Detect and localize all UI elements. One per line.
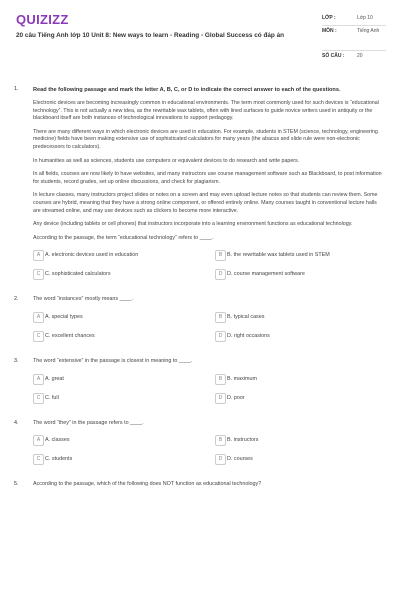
quizizz-logo[interactable]: QUIZIZZ <box>16 12 69 27</box>
answer-option-b[interactable] <box>215 312 385 322</box>
question-1 <box>14 86 386 279</box>
option-text: B. the rewritable wax tablets used in STEM <box>227 252 330 259</box>
option-text: A. classes <box>45 437 70 444</box>
answer-option-a[interactable] <box>33 374 215 384</box>
option-text: B. instructors <box>227 437 259 444</box>
meta-row-class <box>322 13 386 25</box>
option-letter-box: A <box>33 250 44 261</box>
option-letter-box: D <box>215 269 226 280</box>
option-text: C. sophisticated calculators <box>45 271 111 278</box>
answer-option-a[interactable] <box>33 435 215 445</box>
meta-value: Tiếng Anh <box>357 28 380 34</box>
answer-option-a[interactable] <box>33 312 215 322</box>
question-5 <box>14 481 386 489</box>
question-stem: The word “extensive” in the passage is closest in meaning to ____. <box>33 357 193 364</box>
option-letter-box: C <box>33 331 44 342</box>
option-letter-box: D <box>215 393 226 404</box>
option-text: A. great <box>45 375 64 382</box>
question-4 <box>14 420 386 465</box>
passage-paragraph: Electronic devices are becoming increasingly common in educational environments. The term most commonly used for such devices is “educational technology”. This is not actually a new idea, as the rewritable wax tablets, often with lined surfaces to guide novice writers used in antiquity or the blackboard itself are both instances of technological innovations to support pedagogy. <box>33 100 379 122</box>
option-text: D. courses <box>227 456 253 463</box>
answer-option-d[interactable] <box>215 331 385 341</box>
question-list <box>14 86 386 497</box>
question-number: 3. <box>14 357 19 364</box>
answer-option-b[interactable] <box>215 435 385 445</box>
option-text: B. maximum <box>227 375 257 382</box>
meta-key: LỚP : <box>322 15 336 21</box>
answer-option-c[interactable] <box>33 393 215 403</box>
question-number: 5. <box>14 481 19 488</box>
option-text: A. electronic devices used in education <box>45 252 139 259</box>
passage-paragraph: Any device (including tablets or cell phones) that instructors incorporate into a learning environment functions as educational technology. <box>33 221 353 228</box>
option-letter-box: C <box>33 454 44 465</box>
option-text: D. poor <box>227 394 245 401</box>
question-number: 1. <box>14 86 19 92</box>
answer-option-d[interactable] <box>215 269 385 279</box>
option-letter-box: A <box>33 312 44 323</box>
option-text: C. students <box>45 456 73 463</box>
option-letter-box: C <box>33 393 44 404</box>
document-title: 20 câu Tiếng Anh lớp 10 Unit 8: New ways to learn - Reading - Global Success có đáp án <box>16 32 285 39</box>
answer-option-c[interactable] <box>33 454 215 464</box>
option-letter-box: B <box>215 250 226 261</box>
meta-row-subject <box>322 26 386 50</box>
meta-key: MÔN : <box>322 28 337 34</box>
passage-paragraph: In humanities as well as sciences, students use computers or equivalent devices to do research and write papers. <box>33 157 300 164</box>
passage-paragraph: In all fields, courses are now likely to have websites, and many instructors use course management software such as Blackboard, to post information for students, record grades, set up online discussions, and check for plagiarism. <box>33 171 382 185</box>
option-text: C. excellent chances <box>45 332 95 339</box>
question-number: 4. <box>14 419 19 426</box>
option-text: D. course management software <box>227 271 305 278</box>
option-text: B. typical cases <box>227 313 265 320</box>
option-letter-box: B <box>215 374 226 385</box>
meta-panel <box>322 13 386 63</box>
question-instruction: Read the following passage and mark the letter A, B, C, or D to indicate the correct answer to each of the questions. <box>33 87 341 93</box>
question-stem: The word “instances” mostly means ____. <box>33 296 134 303</box>
question-number: 2. <box>14 296 19 303</box>
option-letter-box: B <box>215 312 226 323</box>
answer-option-a[interactable] <box>33 250 215 260</box>
answer-option-c[interactable] <box>33 331 215 341</box>
option-letter-box: C <box>33 269 44 280</box>
answer-options <box>33 250 386 279</box>
option-letter-box: D <box>215 454 226 465</box>
answer-options <box>33 374 386 403</box>
answer-option-c[interactable] <box>33 269 215 279</box>
answer-option-b[interactable] <box>215 374 385 384</box>
question-stem: The word “they” in the passage refers to ____. <box>33 419 144 426</box>
option-letter-box: B <box>215 435 226 446</box>
option-letter-box: A <box>33 435 44 446</box>
passage-paragraph: There are many different ways in which electronic devices are used in education. For example, students in STEM (science, technology, engineering medicine) fields have been making extensive use of sophisticated calculators for many years (the abacus and slide rule were non-electronic predecessors to calculators). <box>33 128 378 150</box>
meta-value: 20 <box>357 53 363 59</box>
question-stem: According to the passage, the term “educational technology” refers to ____. <box>33 234 214 241</box>
meta-value: Lớp 10 <box>357 15 373 21</box>
answer-option-d[interactable] <box>215 393 385 403</box>
answer-options <box>33 312 386 341</box>
answer-option-b[interactable] <box>215 250 385 260</box>
option-letter-box: D <box>215 331 226 342</box>
passage-paragraph: In lecture classes, many instructors project slides or notes on a screen and may even upload lecture notes so that students can review them. Some courses are hybrid, meaning that they have a strong online component, or offered entirely online. Many courses taught in conventional lecture halls are streamed online, and may use devices such as clickers to become more interactive. <box>33 192 378 214</box>
page-header <box>0 0 400 70</box>
question-2 <box>14 296 386 341</box>
answer-options <box>33 435 386 464</box>
option-text: D. right occasions <box>227 332 270 339</box>
meta-row-count <box>322 51 386 63</box>
question-3 <box>14 358 386 403</box>
option-text: C. full <box>45 394 59 401</box>
meta-key: SỐ CÂU : <box>322 53 345 59</box>
question-stem: According to the passage, which of the following does NOT function as educational technology? <box>33 481 262 488</box>
option-text: A. special types <box>45 313 83 320</box>
option-letter-box: A <box>33 374 44 385</box>
answer-option-d[interactable] <box>215 454 385 464</box>
